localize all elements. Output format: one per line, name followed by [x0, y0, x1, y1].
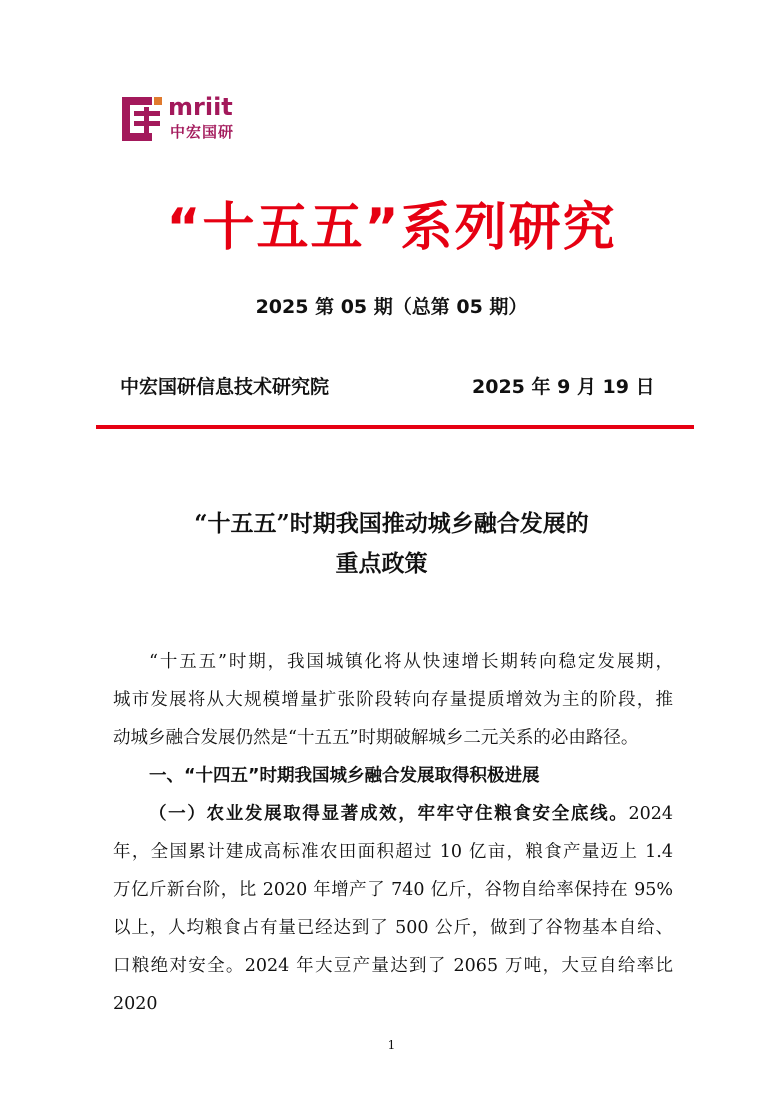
article-body	[113, 643, 673, 1023]
body-line: 口粮绝对安全。2024 年大豆产量达到了 2065 万吨，大豆自给率比 2020	[113, 956, 673, 1014]
body-line: 年，全国累计建成高标准农田面积超过 10 亿亩，粮食产量迈上 1.4	[113, 842, 673, 862]
logo-text-en: mriit	[168, 93, 233, 121]
mriit-logo	[120, 95, 250, 145]
series-title: “十五五”系列研究	[166, 198, 617, 258]
issue-number: 2025 第 05 期（总第 05 期）	[255, 296, 528, 318]
logo-mark-icon	[120, 95, 164, 143]
logo-text-cn: 中宏国研	[170, 123, 235, 141]
organization-name: 中宏国研信息技术研究院	[120, 376, 330, 398]
body-line: 动城乡融合发展仍然是“十五五”时期破解城乡二元关系的必由路径。	[113, 728, 639, 748]
page-number: 1	[387, 1038, 396, 1052]
body-line: 2024	[628, 804, 673, 824]
body-line: “十五五”时期，我国城镇化将从快速增长期转向稳定发展期，	[149, 652, 673, 672]
article-title-line-1: “十五五”时期我国推动城乡融合发展的	[194, 510, 589, 537]
body-line: 以上，人均粮食占有量已经达到了 500 公斤，做到了谷物基本自给、	[113, 918, 673, 938]
body-line: 城市发展将从大规模增量扩张阶段转向存量提质增效为主的阶段，推	[113, 690, 673, 710]
header-divider	[96, 425, 694, 429]
article-title-line-2: 重点政策	[335, 550, 428, 577]
sub-heading-paragraph	[113, 795, 673, 833]
section-heading: 一、“十四五”时期我国城乡融合发展取得积极进展	[149, 766, 540, 786]
body-line: 万亿斤新台阶，比 2020 年增产了 740 亿斤，谷物自给率保持在 95%	[113, 880, 673, 900]
sub-heading: （一）农业发展取得显著成效，牢牢守住粮食安全底线。	[149, 804, 629, 824]
issue-date: 2025 年 9 月 19 日	[472, 376, 655, 398]
